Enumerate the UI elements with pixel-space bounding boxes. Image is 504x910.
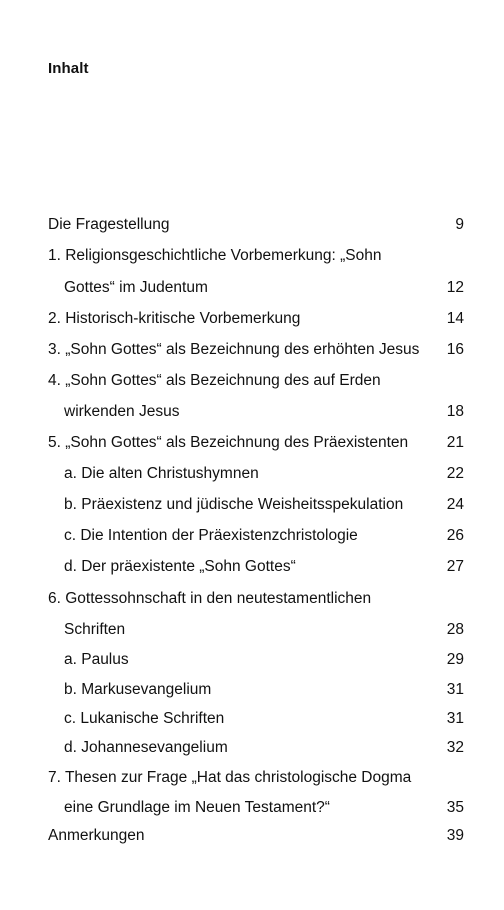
toc-entry-page: 29	[446, 651, 464, 668]
toc-entry-title: c. Lukanische Schriften	[64, 710, 225, 727]
toc-entry	[0, 338, 504, 362]
toc-entry-page: 26	[446, 527, 464, 544]
toc-entry-page: 27	[446, 558, 464, 575]
toc-entry	[0, 244, 504, 268]
toc-entry-page: 14	[446, 310, 464, 327]
toc-entry	[0, 766, 504, 790]
toc-entry-title: c. Die Intention der Präexistenzchristologie	[64, 527, 358, 544]
toc-entry	[0, 824, 504, 848]
toc-entry-title: Die Fragestellung	[48, 216, 170, 233]
toc-entry-page: 32	[446, 739, 464, 756]
toc-entry	[0, 462, 504, 486]
toc-entry	[0, 524, 504, 548]
toc-entry	[0, 307, 504, 331]
toc-entry	[0, 400, 504, 424]
toc-entry-page: 12	[446, 279, 464, 296]
toc-entry-title: Gottes“ im Judentum	[64, 279, 208, 296]
toc-entry-title: 2. Historisch-kritische Vorbemerkung	[48, 310, 301, 327]
toc-entry-page: 35	[446, 799, 464, 816]
toc-entry	[0, 796, 504, 820]
toc-entry	[0, 493, 504, 517]
toc-entry-title: a. Die alten Christushymnen	[64, 465, 259, 482]
toc-entry-title: d. Der präexistente „Sohn Gottes“	[64, 558, 296, 575]
toc-entry	[0, 707, 504, 731]
toc-entry	[0, 587, 504, 611]
toc-entry-title: a. Paulus	[64, 651, 129, 668]
toc-entry-page: 9	[455, 216, 464, 233]
toc-entry-title: Schriften	[64, 621, 126, 638]
toc-entry-title: 1. Religionsgeschichtliche Vorbemerkung: „Sohn	[48, 247, 382, 264]
toc-entry	[0, 213, 504, 237]
toc-entry	[0, 431, 504, 455]
toc-entry-page: 31	[446, 681, 464, 698]
toc-entry-title: Anmerkungen	[48, 827, 145, 844]
toc-entry-title: 5. „Sohn Gottes“ als Bezeichnung des Präexistenten	[48, 434, 409, 451]
toc-entry	[0, 369, 504, 393]
toc-entry	[0, 555, 504, 579]
toc-entry-page: 39	[446, 827, 464, 844]
toc-entry-page: 18	[446, 403, 464, 420]
toc-entry-title: 3. „Sohn Gottes“ als Bezeichnung des erhöhten Jesus	[48, 341, 420, 358]
page-title: Inhalt	[48, 60, 89, 77]
toc-entry-title: 7. Thesen zur Frage „Hat das christologische Dogma	[48, 769, 412, 786]
toc-entry-page: 16	[446, 341, 464, 358]
toc-entry-title: 6. Gottessohnschaft in den neutestamentlichen	[48, 590, 372, 607]
toc-entry-title: eine Grundlage im Neuen Testament?“	[64, 799, 330, 816]
toc-entry	[0, 276, 504, 300]
toc-entry-title: d. Johannesevangelium	[64, 739, 228, 756]
toc-entry-page: 28	[446, 621, 464, 638]
toc-entry	[0, 648, 504, 672]
toc-entry-title: b. Markusevangelium	[64, 681, 212, 698]
toc-entry-title: 4. „Sohn Gottes“ als Bezeichnung des auf Erden	[48, 372, 381, 389]
toc-entry-page: 31	[446, 710, 464, 727]
toc-entry-title: b. Präexistenz und jüdische Weisheitsspekulation	[64, 496, 404, 513]
toc-entry	[0, 618, 504, 642]
toc-entry	[0, 736, 504, 760]
toc-entry-page: 24	[446, 496, 464, 513]
toc-entry	[0, 678, 504, 702]
toc-entry-page: 21	[446, 434, 464, 451]
toc-entry-title: wirkenden Jesus	[64, 403, 180, 420]
toc-entry-page: 22	[446, 465, 464, 482]
